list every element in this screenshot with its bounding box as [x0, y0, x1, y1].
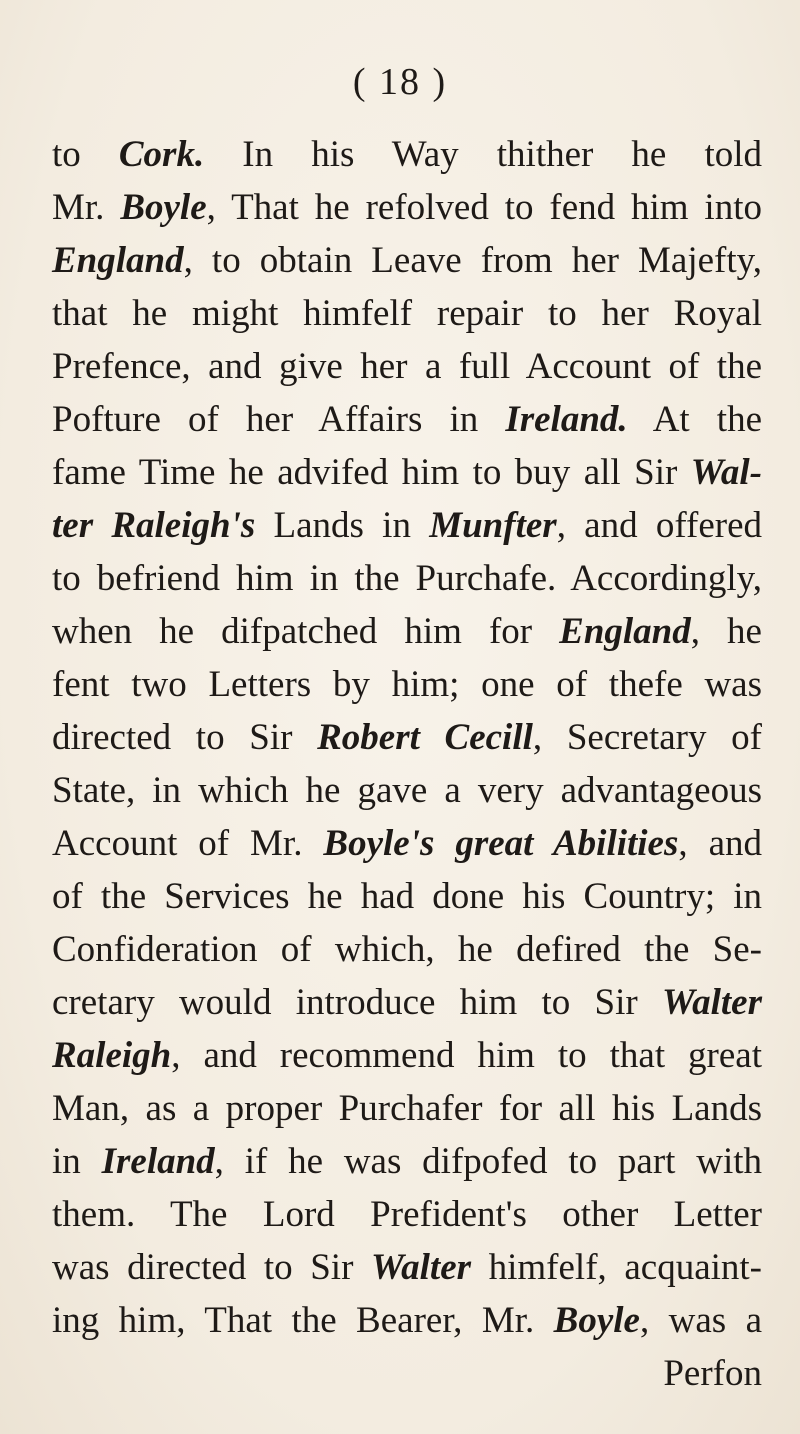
text-segment: that he might himfelf repair to her Royal — [52, 293, 762, 334]
italic-text: Wal- — [690, 452, 762, 493]
text-segment: , was a — [639, 1300, 762, 1341]
italic-text: Raleigh — [52, 1035, 172, 1076]
text-segment: Man, as a proper Purchafer for all his Lands — [52, 1088, 762, 1129]
body-text — [52, 128, 762, 1400]
text-segment: directed to Sir — [52, 717, 318, 758]
text-segment: In his Way thither he told — [204, 134, 763, 175]
italic-text: Walter — [370, 1247, 472, 1288]
text-segment: , he — [690, 611, 762, 652]
text-segment: , and offered — [556, 505, 762, 546]
italic-text: Munfter — [429, 505, 557, 546]
text-segment: to — [52, 134, 119, 175]
text-segment: Prefence, and give her a full Account of the — [52, 346, 762, 387]
text-segment: , and — [678, 823, 762, 864]
text-segment: , to obtain Leave from her Majefty, — [183, 240, 762, 281]
text-segment: Account of Mr. — [52, 823, 324, 864]
text-line — [52, 658, 762, 711]
text-segment: Pofture of her Affairs in — [52, 399, 506, 440]
text-line — [52, 605, 762, 658]
text-segment: State, in which he gave a very advantageous — [52, 770, 762, 811]
text-line — [52, 923, 762, 976]
text-segment: fent two Letters by him; one of thefe was — [52, 664, 762, 705]
text-segment: fame Time he advifed him to buy all Sir — [52, 452, 691, 493]
text-line — [52, 711, 762, 764]
text-segment: Mr. — [52, 187, 121, 228]
text-line — [52, 181, 762, 234]
text-line — [52, 499, 762, 552]
text-segment: to befriend him in the Purchafe. Accordingly, — [52, 558, 762, 599]
text-line — [52, 817, 762, 870]
italic-text: Walter — [661, 982, 762, 1023]
text-segment: Lands in — [255, 505, 430, 546]
text-segment: , That he refolved to fend him into — [206, 187, 762, 228]
text-segment: Perfon — [663, 1353, 762, 1394]
italic-text: England — [52, 240, 184, 281]
text-line — [52, 393, 762, 446]
text-line — [52, 1135, 762, 1188]
text-line — [52, 1029, 762, 1082]
text-segment: when he difpatched him for — [52, 611, 560, 652]
text-segment: ing him, That the Bearer, Mr. — [52, 1300, 554, 1341]
italic-text: Boyle's great Abilities — [323, 823, 679, 864]
italic-text: Boyle — [553, 1300, 640, 1341]
text-segment: himfelf, acquaint- — [471, 1247, 762, 1288]
text-line — [52, 234, 762, 287]
text-line — [52, 976, 762, 1029]
text-segment: , if he was difpofed to part with — [214, 1141, 763, 1182]
italic-text: England — [559, 611, 691, 652]
text-segment: , Secretary of — [532, 717, 762, 758]
italic-text: Robert Cecill — [317, 717, 533, 758]
italic-text: ter Raleigh's — [52, 505, 256, 546]
text-line — [52, 764, 762, 817]
text-line — [52, 1082, 762, 1135]
italic-text: Cork. — [118, 134, 205, 175]
text-segment: in — [52, 1141, 102, 1182]
text-segment: , and recommend him to that great — [171, 1035, 762, 1076]
text-line — [52, 1294, 762, 1347]
italic-text: Ireland — [101, 1141, 215, 1182]
italic-text: Ireland. — [505, 399, 628, 440]
text-segment: of the Services he had done his Country; in — [52, 876, 762, 917]
text-segment: them. The Lord Prefident's other Letter — [52, 1194, 762, 1235]
text-line — [52, 340, 762, 393]
text-line — [52, 1188, 762, 1241]
text-segment: cretary would introduce him to Sir — [52, 982, 662, 1023]
text-line — [52, 287, 762, 340]
text-line — [52, 870, 762, 923]
italic-text: Boyle — [120, 187, 207, 228]
text-line — [52, 1347, 762, 1400]
text-line — [52, 552, 762, 605]
text-segment: At the — [627, 399, 762, 440]
text-line — [52, 1241, 762, 1294]
text-segment: was directed to Sir — [52, 1247, 371, 1288]
text-segment: Confideration of which, he defired the Se- — [52, 929, 762, 970]
text-line — [52, 128, 762, 181]
text-line — [52, 446, 762, 499]
page-number: ( 18 ) — [352, 61, 448, 103]
